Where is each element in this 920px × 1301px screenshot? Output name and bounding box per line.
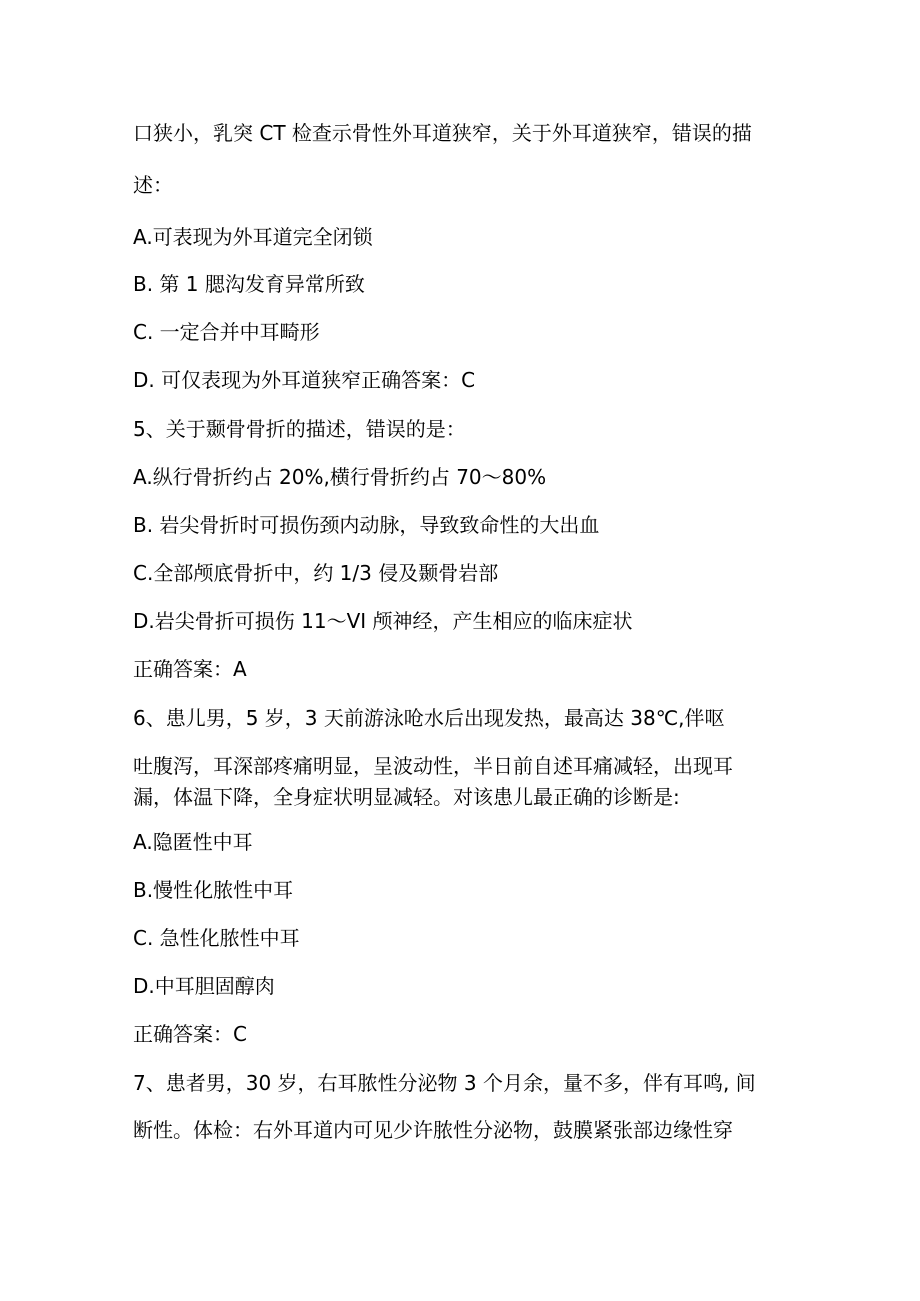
question-5: 5、关于颞骨骨折的描述，错误的是： bbox=[133, 417, 466, 441]
answer-line: 正确答案：A bbox=[133, 657, 247, 681]
option-a: A.隐匿性中耳 bbox=[133, 830, 253, 854]
question-7: 7、患者男，30 岁，右耳脓性分泌物 3 个月余，量不多，伴有耳鸣, 间 bbox=[133, 1071, 756, 1095]
option-b: B. 第 1 腮沟发育异常所致 bbox=[133, 272, 365, 296]
option-b: B. 岩尖骨折时可损伤颈内动脉，导致致命性的大出血 bbox=[133, 513, 600, 537]
text-line: 吐腹泻，耳深部疼痛明显，呈波动性，半日前自述耳痛减轻，出现耳 bbox=[133, 754, 733, 778]
text-line: 口狭小，乳突 CT 检查示骨性外耳道狭窄，关于外耳道狭窄，错误的描 bbox=[133, 121, 752, 145]
option-c: C.全部颅底骨折中，约 1/3 侵及颞骨岩部 bbox=[133, 561, 499, 585]
option-b: B.慢性化脓性中耳 bbox=[133, 878, 294, 902]
option-d: D. 可仅表现为外耳道狭窄正确答案：C bbox=[133, 368, 476, 392]
option-a: A.可表现为外耳道完全闭锁 bbox=[133, 225, 373, 249]
option-d: D.岩尖骨折可损伤 11～VI 颅神经，产生相应的临床症状 bbox=[133, 609, 633, 633]
option-c: C. 一定合并中耳畸形 bbox=[133, 320, 320, 344]
option-c: C. 急性化脓性中耳 bbox=[133, 926, 300, 950]
text-line: 断性。体检：右外耳道内可见少许脓性分泌物，鼓膜紧张部边缘性穿 bbox=[133, 1118, 733, 1142]
text-line: 漏，体温下降，全身症状明显减轻。对该患儿最正确的诊断是: bbox=[133, 785, 680, 809]
option-d: D.中耳胆固醇肉 bbox=[133, 974, 275, 998]
question-6: 6、患儿男，5 岁，3 天前游泳呛水后出现发热，最高达 38℃,伴呕 bbox=[133, 706, 725, 730]
text-line: 述： bbox=[133, 173, 173, 197]
option-a: A.纵行骨折约占 20%,横行骨折约占 70～80% bbox=[133, 465, 547, 489]
answer-line: 正确答案：C bbox=[133, 1022, 247, 1046]
